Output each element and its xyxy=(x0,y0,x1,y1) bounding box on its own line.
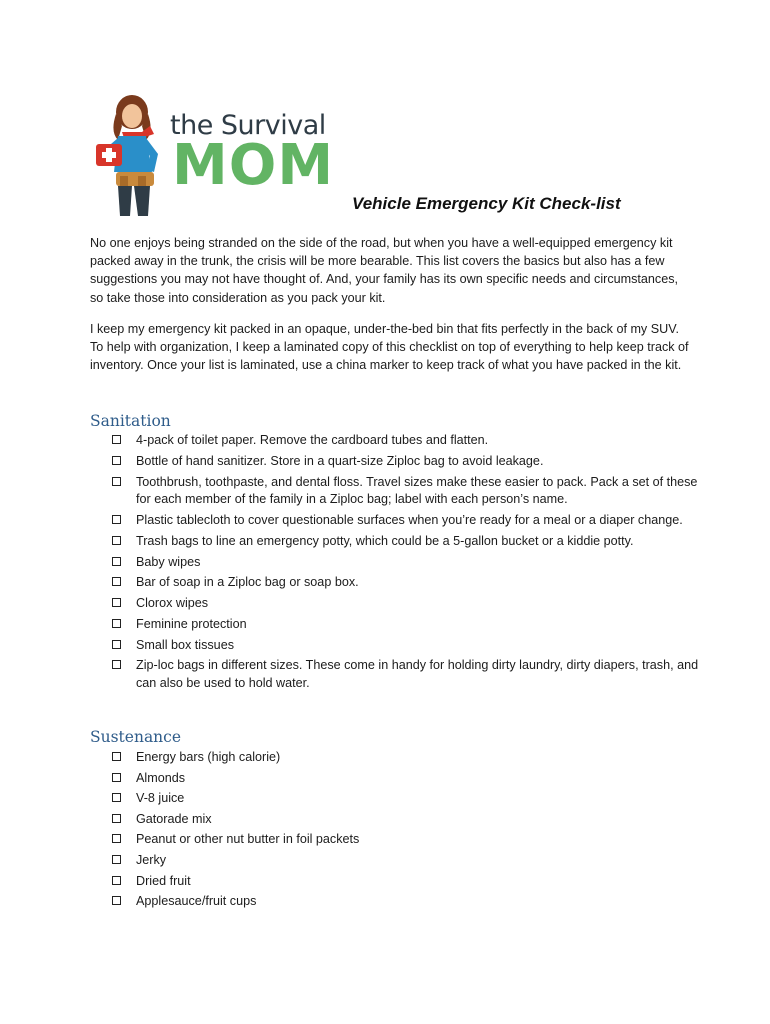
list-item-label: Clorox wipes xyxy=(136,596,209,611)
list-item-label: Applesauce/fruit cups xyxy=(136,894,257,909)
page-title: Vehicle Emergency Kit Check-list xyxy=(352,194,621,213)
list-item xyxy=(112,852,702,870)
list-item xyxy=(112,474,702,509)
checkbox[interactable] xyxy=(112,456,121,465)
checkbox[interactable] xyxy=(112,773,121,782)
checkbox[interactable] xyxy=(112,752,121,761)
list-item-label: Almonds xyxy=(136,770,185,785)
list-item xyxy=(112,512,702,530)
section-heading-sanitation: Sanitation xyxy=(90,412,171,430)
checkbox[interactable] xyxy=(112,557,121,566)
list-item-label: Gatorade mix xyxy=(136,811,212,826)
logo-text-line2: MOM xyxy=(172,133,335,198)
checkbox[interactable] xyxy=(112,855,121,864)
checkbox[interactable] xyxy=(112,660,121,669)
list-item xyxy=(112,554,702,572)
checkbox[interactable] xyxy=(112,536,121,545)
list-item-label: Bottle of hand sanitizer. Store in a quart-size Ziploc bag to avoid leakage. xyxy=(136,453,544,468)
list-item xyxy=(112,893,702,911)
list-item xyxy=(112,574,702,592)
list-item-label: Dried fruit xyxy=(136,873,191,888)
checkbox[interactable] xyxy=(112,515,121,524)
sustenance-checklist xyxy=(112,749,702,914)
list-item xyxy=(112,873,702,891)
list-item xyxy=(112,657,702,692)
checkbox[interactable] xyxy=(112,619,121,628)
checkbox[interactable] xyxy=(112,896,121,905)
list-item-label: Plastic tablecloth to cover questionable surfaces when you’re ready for a meal or a diaper change. xyxy=(136,512,683,527)
list-item-label: Baby wipes xyxy=(136,554,201,569)
list-item-label: 4-pack of toilet paper. Remove the cardboard tubes and flatten. xyxy=(136,433,489,447)
intro-paragraph-2: I keep my emergency kit packed in an opaque, under-the-bed bin that fits perfectly in the back of my SUV. To help with organization, I keep a laminated copy of this checklist on top of everything to help keep track of inventory. Once your list is laminated, use a china marker to keep track of what you have packed in the kit. xyxy=(90,322,689,373)
logo-text-line1: the Survival xyxy=(170,110,326,141)
list-item-label: Trash bags to line an emergency potty, which could be a 5-gallon bucket or a kiddie potty. xyxy=(136,533,634,548)
list-item xyxy=(112,811,702,829)
checkbox[interactable] xyxy=(112,640,121,649)
checkbox[interactable] xyxy=(112,876,121,885)
checkbox[interactable] xyxy=(112,834,121,843)
checkbox[interactable] xyxy=(112,477,121,486)
list-item xyxy=(112,533,702,551)
list-item-label: Toothbrush, toothpaste, and dental floss. Travel sizes make these easier to pack. Pack a set of these for each member of the family in a Ziploc bag; label with each person’s name. xyxy=(136,474,698,507)
list-item xyxy=(112,616,702,634)
list-item xyxy=(112,831,702,849)
checkbox[interactable] xyxy=(112,814,121,823)
checkbox[interactable] xyxy=(112,435,121,444)
checkbox[interactable] xyxy=(112,793,121,802)
sanitation-checklist xyxy=(112,432,702,696)
list-item xyxy=(112,770,702,788)
list-item-label: Feminine protection xyxy=(136,616,247,631)
list-item xyxy=(112,432,702,450)
list-item-label: Zip-loc bags in different sizes. These come in handy for holding dirty laundry, dirty diapers, trash, and can also be used to hold water. xyxy=(136,658,699,690)
list-item-label: V-8 juice xyxy=(136,791,185,806)
list-item-label: Small box tissues xyxy=(136,637,234,652)
list-item xyxy=(112,749,702,767)
intro-paragraph-1: No one enjoys being stranded on the side of the road, but when you have a well-equipped emergency kit packed away in the trunk, the crisis will be more bearable. This list covers the basics but also has a few suggestions you may not have thought of. And, your family has its own specific needs and circumstances, so take those into consideration as you pack your kit. xyxy=(90,236,679,305)
checkbox[interactable] xyxy=(112,577,121,586)
list-item-label: Peanut or other nut butter in foil packets xyxy=(136,832,360,847)
list-item-label: Energy bars (high calorie) xyxy=(136,750,281,764)
list-item xyxy=(112,637,702,655)
checkbox[interactable] xyxy=(112,598,121,607)
list-item xyxy=(112,595,702,613)
list-item xyxy=(112,453,702,471)
list-item xyxy=(112,790,702,808)
list-item-label: Bar of soap in a Ziploc bag or soap box. xyxy=(136,575,359,590)
list-item-label: Jerky xyxy=(136,852,167,867)
section-heading-sustenance: Sustenance xyxy=(90,728,182,746)
survival-mom-logo xyxy=(92,92,352,216)
mom-illustration-icon xyxy=(92,92,182,216)
